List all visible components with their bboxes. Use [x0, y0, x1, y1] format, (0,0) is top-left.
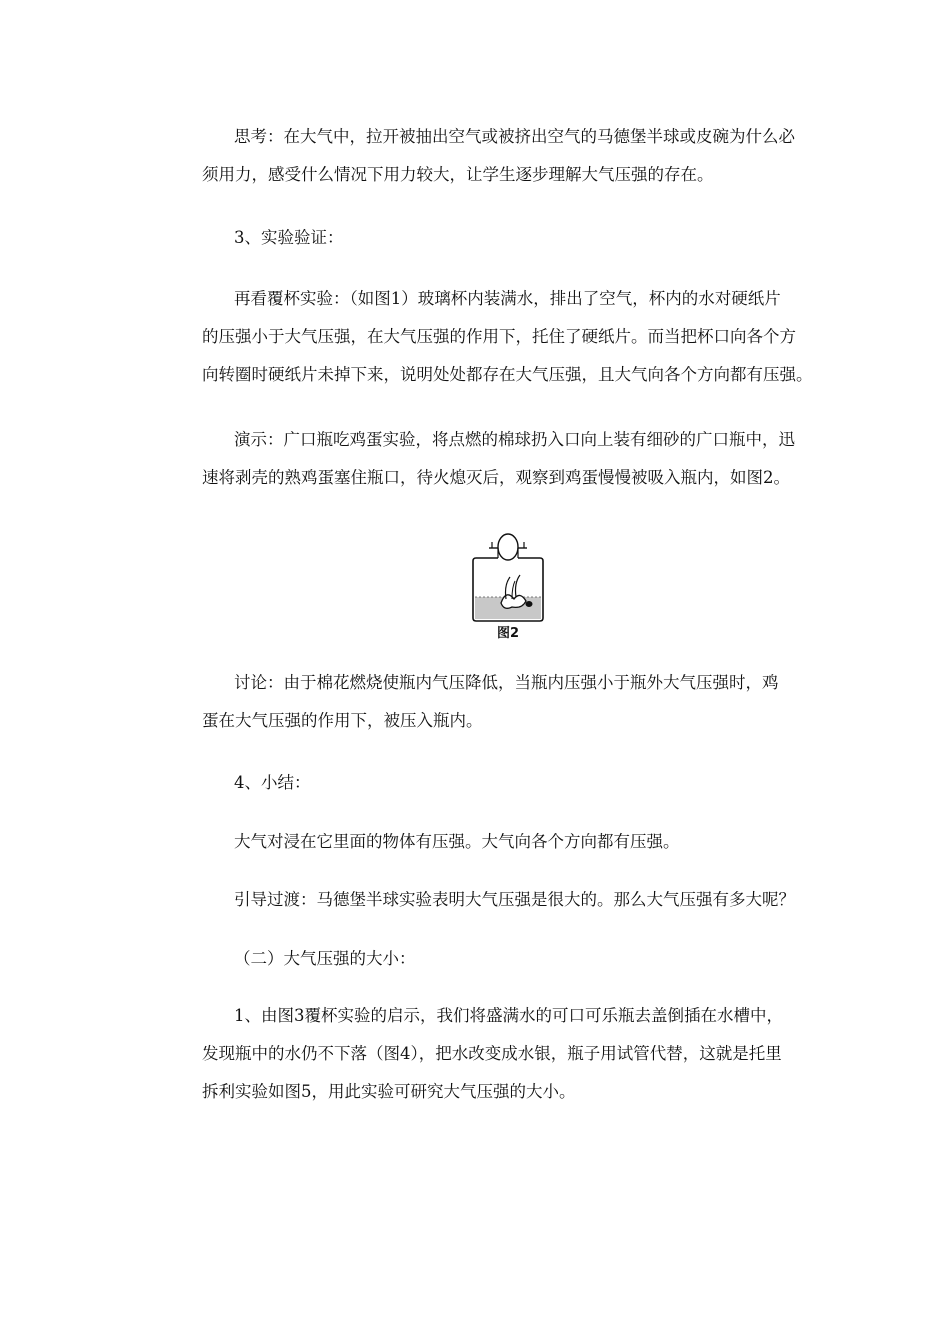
text-line: 速将剥壳的熟鸡蛋塞住瓶口，待火熄灭后，观察到鸡蛋慢慢被吸入瓶内，如图2。 [202, 468, 790, 487]
text-line: （二）大气压强的大小： [234, 949, 416, 968]
text-line: 发现瓶中的水仍不下落（图4），把水改变成水银，瓶子用试管代替，这就是托里 [202, 1044, 782, 1063]
text-line: 4、小结： [234, 773, 311, 792]
text-line: 大气对浸在它里面的物体有压强。大气向各个方向都有压强。 [234, 832, 680, 851]
paragraph-discussion [202, 664, 812, 740]
paragraph-demonstration [202, 421, 812, 497]
text-line: 的压强小于大气压强，在大气压强的作用下，托住了硬纸片。而当把杯口向各个方 [202, 327, 796, 346]
paragraph-thinking [202, 118, 812, 194]
paragraph-torricelli [202, 997, 812, 1111]
text-line: 演示：广口瓶吃鸡蛋实验，将点燃的棉球扔入口向上装有细砂的广口瓶中，迅 [234, 430, 795, 449]
text-line: 蛋在大气压强的作用下，被压入瓶内。 [202, 711, 483, 730]
text-line: 引导过渡：马德堡半球实验表明大气压强是很大的。那么大气压强有多大呢？ [234, 890, 795, 909]
text-line: 须用力，感受什么情况下用力较大，让学生逐步理解大气压强的存在。 [202, 165, 714, 184]
paragraph-transition [202, 881, 812, 919]
text-line: 拆利实验如图5，用此实验可研究大气压强的大小。 [202, 1082, 576, 1101]
section-heading-summary [202, 764, 812, 802]
section-heading-magnitude [202, 940, 812, 978]
text-line: 思考：在大气中，拉开被抽出空气或被挤出空气的马德堡半球或皮碗为什么必 [234, 127, 795, 146]
figure-caption: 图2 [496, 626, 520, 641]
paragraph-cup-experiment [202, 280, 812, 394]
figure-2 [468, 533, 548, 645]
text-line: 3、实验验证： [234, 228, 344, 247]
paragraph-summary [202, 823, 812, 861]
wide-mouth-bottle-egg-diagram [468, 533, 548, 625]
text-line: 再看覆杯实验：（如图1）玻璃杯内装满水，排出了空气，杯内的水对硬纸片 [234, 289, 781, 308]
section-heading-experiment [202, 219, 812, 257]
text-line: 1、由图3覆杯实验的启示，我们将盛满水的可口可乐瓶去盖倒插在水槽中， [234, 1006, 783, 1025]
text-line: 讨论：由于棉花燃烧使瓶内气压降低，当瓶内压强小于瓶外大气压强时，鸡 [234, 673, 779, 692]
text-line: 向转圈时硬纸片未掉下来，说明处处都存在大气压强，且大气向各个方向都有压强。 [202, 365, 813, 384]
